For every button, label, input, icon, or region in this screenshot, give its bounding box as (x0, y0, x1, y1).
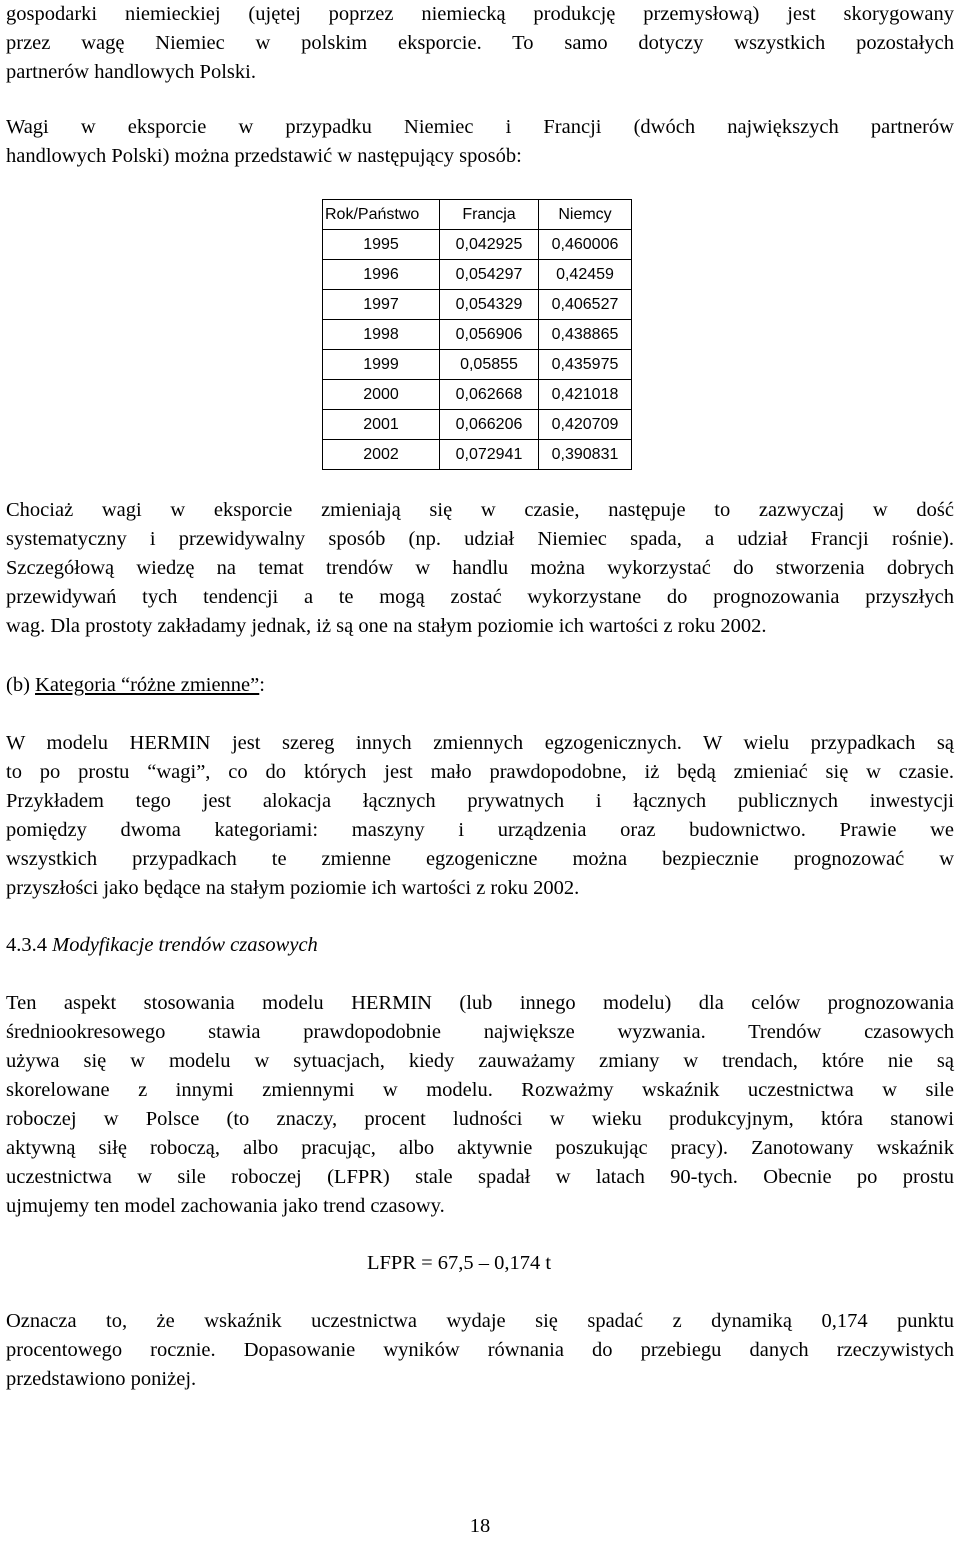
heading-title: Kategoria “różne zmienne” (35, 674, 260, 696)
heading-suffix: : (259, 674, 265, 696)
table-cell-france: 0,066206 (440, 410, 539, 440)
table-cell-year: 1998 (323, 320, 440, 350)
table-cell-france: 0,054329 (440, 290, 539, 320)
table-row (323, 320, 632, 350)
table-cell-germany: 0,390831 (539, 440, 632, 470)
paragraph-weights-trend (6, 496, 954, 641)
table-cell-france: 0,072941 (440, 440, 539, 470)
text-line: wag. Dla prostoty zakładamy jednak, iż są one na stałym poziomie ich wartości z roku 2002. (6, 615, 767, 637)
paragraph-lfpr-interpretation (6, 1307, 954, 1394)
text-line: używa się w modelu w sytuacjach, kiedy zauważamy zmiany w trendach, które nie są (6, 1050, 954, 1072)
table-cell-year: 2002 (323, 440, 440, 470)
text-line: to po prostu “wagi”, co do których jest mało prawdopodobne, iż będą zmieniać się w czasie. (6, 761, 954, 783)
table-cell-germany: 0,438865 (539, 320, 632, 350)
table-cell-germany: 0,42459 (539, 260, 632, 290)
text-line: W modelu HERMIN jest szereg innych zmiennych egzogenicznych. W wielu przypadkach są (6, 732, 954, 754)
text-line: aktywną siłę roboczą, albo pracując, albo aktywnie poszukując pracy). Zanotowany wskaźnik (6, 1137, 954, 1159)
table-cell-france: 0,062668 (440, 380, 539, 410)
text-line: partnerów handlowych Polski. (6, 61, 256, 83)
table-cell-year: 1996 (323, 260, 440, 290)
text-line: przyszłości jako będące na stałym poziomie ich wartości z roku 2002. (6, 877, 580, 899)
table-cell-year: 2000 (323, 380, 440, 410)
table-cell-germany: 0,421018 (539, 380, 632, 410)
heading-prefix: (b) (6, 674, 36, 696)
section-number: 4.3.4 (6, 934, 47, 956)
section-heading-4-3-4 (6, 931, 318, 960)
column-header-germany: Niemcy (539, 200, 632, 230)
table-row (323, 380, 632, 410)
text-line: gospodarki niemieckiej (ujętej poprzez niemiecką produkcję przemysłową) jest skorygowany (6, 3, 954, 25)
table-row (323, 290, 632, 320)
paragraph-time-trends (6, 989, 954, 1221)
paragraph-export-weights-intro (6, 0, 954, 87)
table-cell-year: 1999 (323, 350, 440, 380)
text-line: przez wagę Niemiec w polskim eksporcie. To samo dotyczy wszystkich pozostałych (6, 32, 954, 54)
text-line: przewidywań tych tendencji a te mogą zostać wykorzystane do prognozowania przyszłych (6, 586, 954, 608)
export-weights-table (322, 199, 632, 470)
table-cell-france: 0,042925 (440, 230, 539, 260)
table-row (323, 440, 632, 470)
text-line: pomiędzy dwoma kategoriami: maszyny i urządzenia oraz budownictwo. Prawie we (6, 819, 954, 841)
table-cell-germany: 0,420709 (539, 410, 632, 440)
table-cell-france: 0,05855 (440, 350, 539, 380)
table-header-row (323, 200, 632, 230)
column-header-year-country: Rok/Państwo (323, 200, 440, 230)
table-cell-france: 0,054297 (440, 260, 539, 290)
text-line: Przykładem tego jest alokacja łącznych prywatnych i łącznych publicznych inwestycji (6, 790, 954, 812)
page-number: 18 (469, 1515, 491, 1537)
table-cell-germany: 0,435975 (539, 350, 632, 380)
text-line: Szczegółową wiedzę na temat trendów w handlu można wykorzystać do stworzenia dobrych (6, 557, 954, 579)
column-header-france: Francja (440, 200, 539, 230)
text-line: Wagi w eksporcie w przypadku Niemiec i Francji (dwóch największych partnerów (6, 116, 954, 138)
text-line: skorelowane z innymi zmiennymi w modelu. Rozważmy wskaźnik uczestnictwa w sile (6, 1079, 954, 1101)
text-line: uczestnictwa w sile roboczej (LFPR) stale spadał w latach 90-tych. Obecnie po prostu (6, 1166, 954, 1188)
text-line: Ten aspekt stosowania modelu HERMIN (lub innego modelu) dla celów prognozowania (6, 992, 954, 1014)
paragraph-other-variables (6, 729, 954, 903)
text-line: roboczej w Polsce (to znaczy, procent ludności w wieku produkcyjnym, która stanowi (6, 1108, 954, 1130)
table-cell-france: 0,056906 (440, 320, 539, 350)
table-cell-year: 2001 (323, 410, 440, 440)
table-cell-germany: 0,460006 (539, 230, 632, 260)
paragraph-weights-description (6, 113, 954, 171)
table-row (323, 230, 632, 260)
text-line: przedstawiono poniżej. (6, 1368, 197, 1390)
text-line: Chociaż wagi w eksporcie zmieniają się w czasie, następuje to zazwyczaj w dość (6, 499, 954, 521)
section-heading-b (6, 671, 265, 700)
table-row (323, 410, 632, 440)
section-title: Modyfikacje trendów czasowych (52, 934, 318, 956)
text-line: Oznacza to, że wskaźnik uczestnictwa wydaje się spadać z dynamiką 0,174 punktu (6, 1310, 954, 1332)
table-row (323, 260, 632, 290)
text-line: procentowego rocznie. Dopasowanie wyników równania do przebiegu danych rzeczywistych (6, 1339, 954, 1361)
text-line: systematyczny i przewidywalny sposób (np. udział Niemiec spada, a udział Francji rośnie). (6, 528, 954, 550)
text-line: wszystkich przypadkach te zmienne egzogeniczne można bezpiecznie prognozować w (6, 848, 954, 870)
text-line: handlowych Polski) można przedstawić w następujący sposób: (6, 145, 522, 167)
table-cell-year: 1995 (323, 230, 440, 260)
text-line: ujmujemy ten model zachowania jako trend czasowy. (6, 1195, 445, 1217)
text-line: średniookresowego stawia prawdopodobnie największe wyzwania. Trendów czasowych (6, 1021, 954, 1043)
table-cell-germany: 0,406527 (539, 290, 632, 320)
table-row (323, 350, 632, 380)
lfpr-formula: LFPR = 67,5 – 0,174 t (367, 1252, 552, 1274)
table-cell-year: 1997 (323, 290, 440, 320)
